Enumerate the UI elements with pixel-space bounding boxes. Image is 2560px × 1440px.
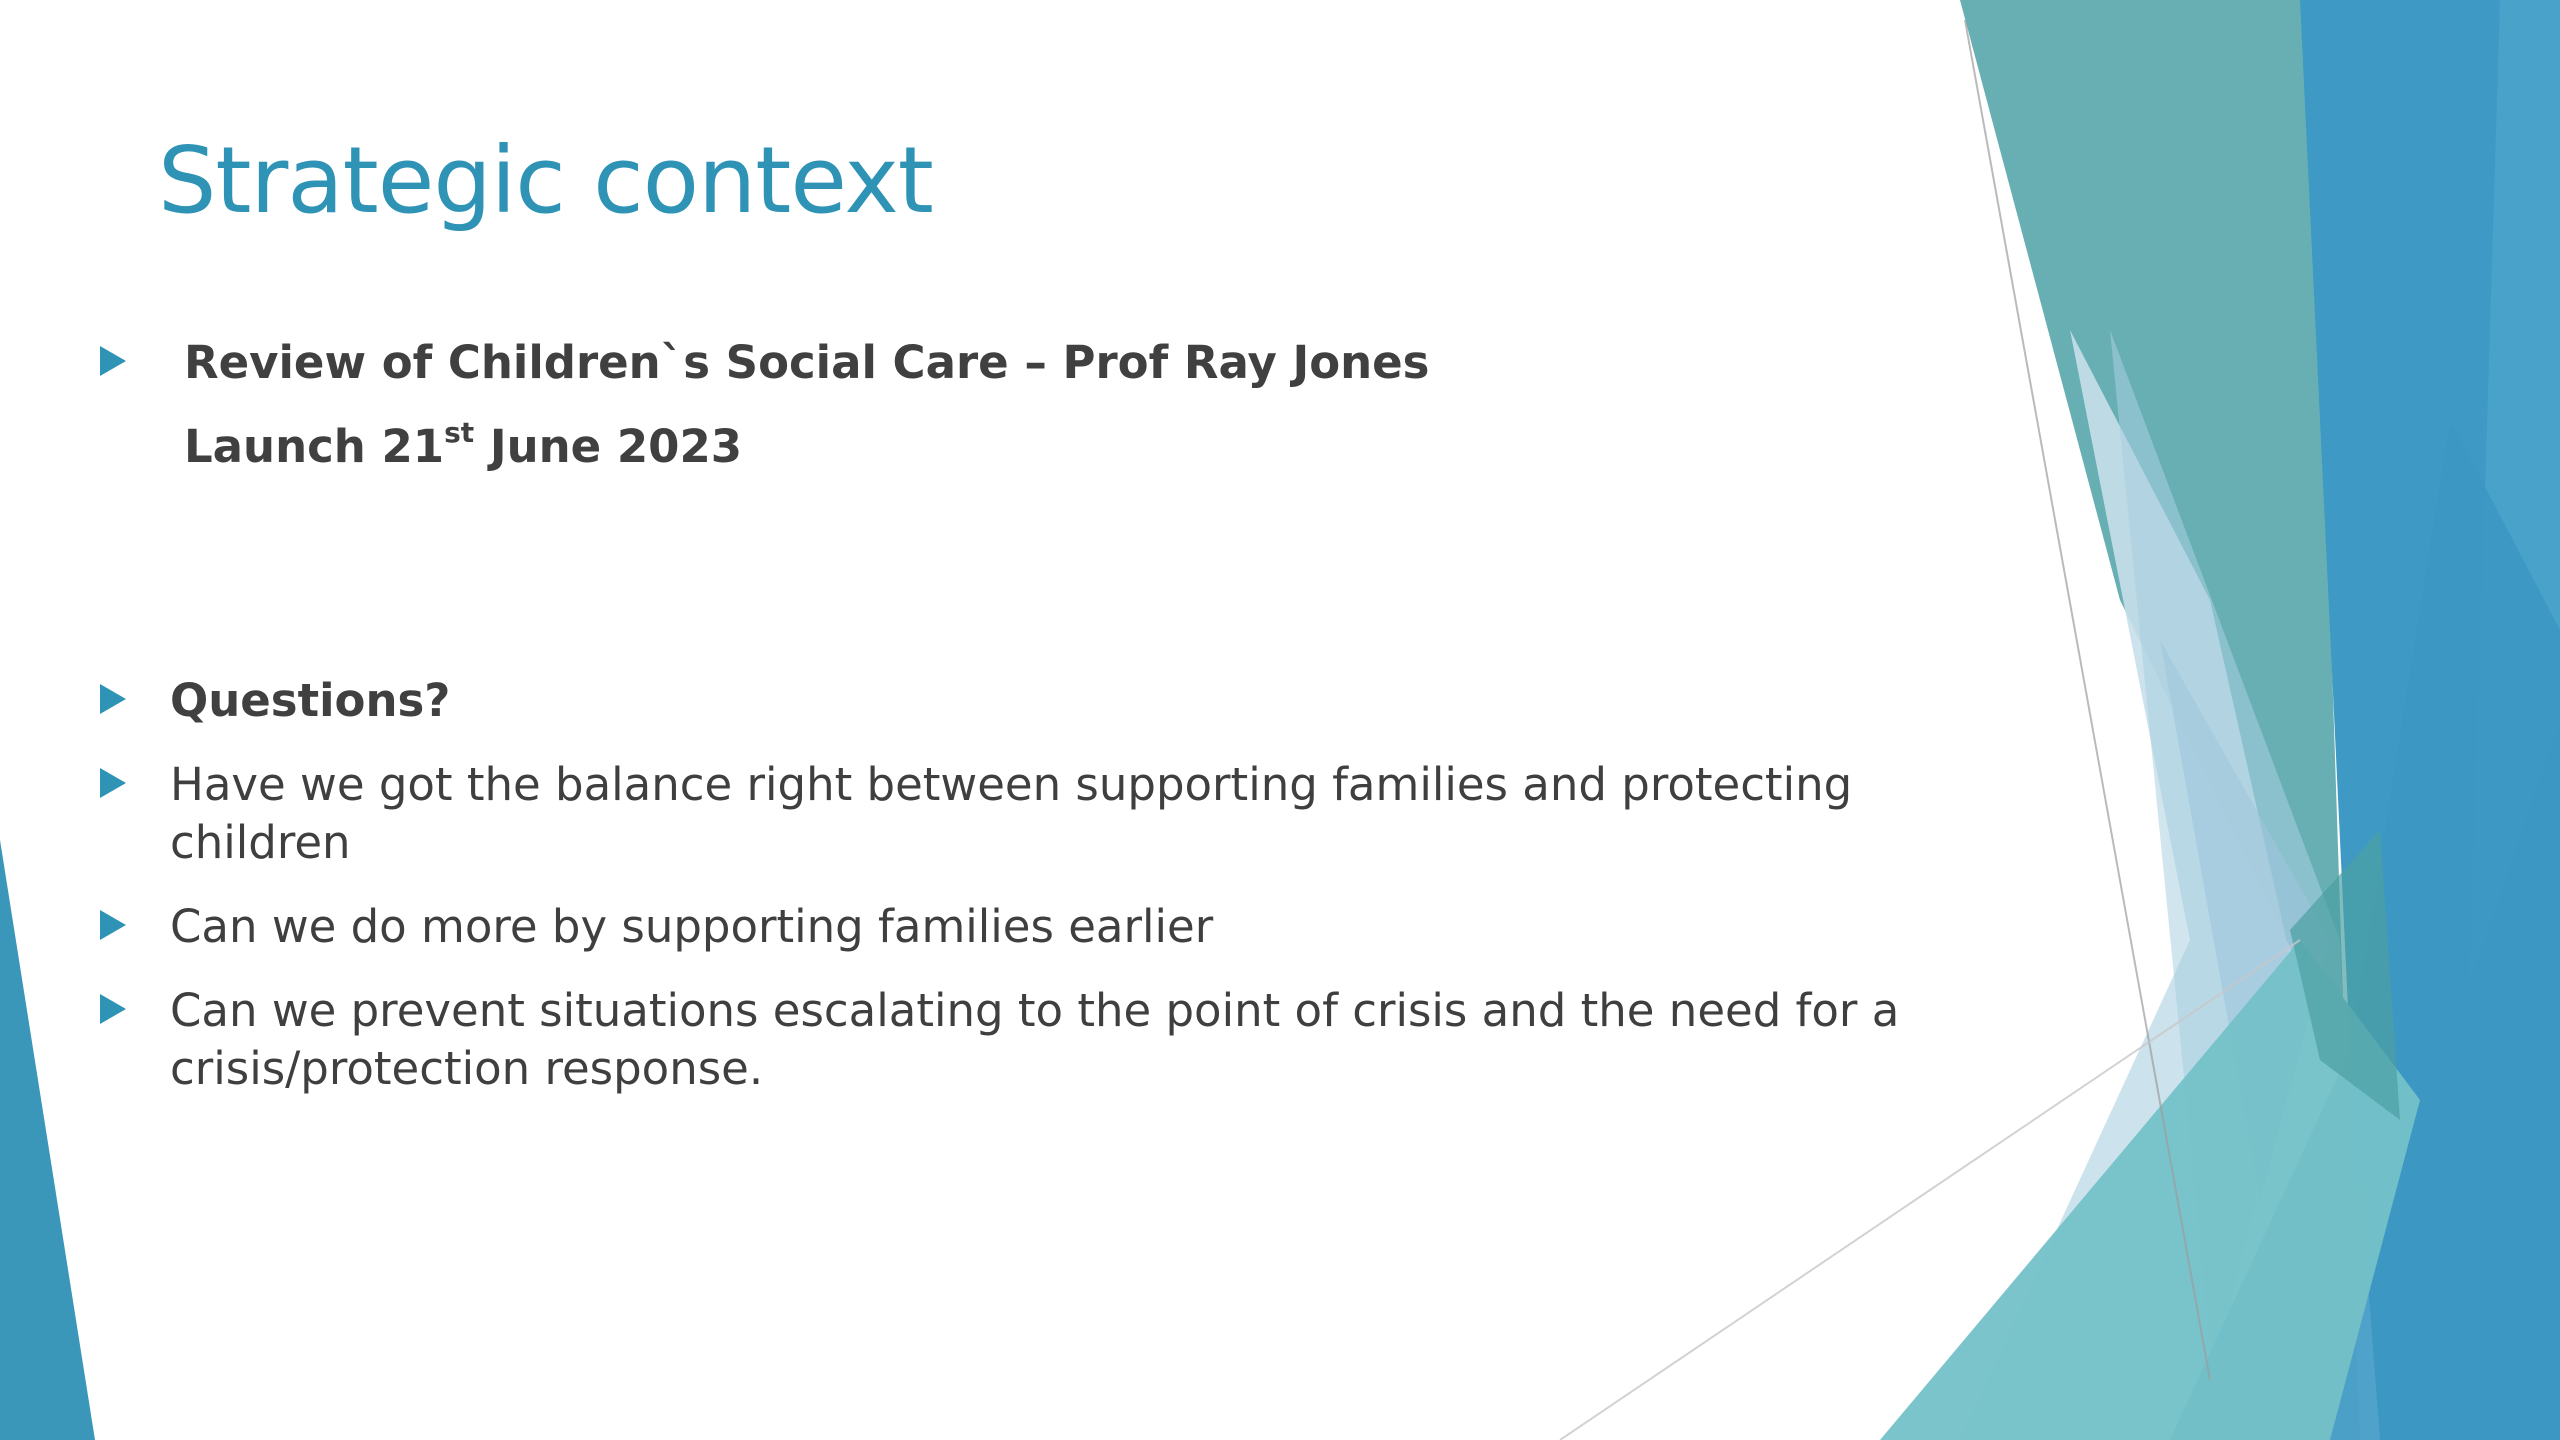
bullet-item-earlier (100, 898, 1213, 956)
triangle-right-icon (100, 994, 126, 1024)
bullet-text: Have we got the balance right between supporting families and protecting children (170, 758, 1853, 869)
review-text (184, 334, 1429, 476)
triangle-right-icon (100, 768, 126, 798)
launch-superscript: st (444, 416, 475, 449)
triangle-right-icon (100, 684, 126, 714)
review-line-2 (184, 418, 1429, 476)
launch-suffix: June 2023 (474, 420, 743, 473)
bullet-text: Can we prevent situations escalating to the point of crisis and the need for a crisis/protection response. (170, 984, 1900, 1095)
bullet-item-balance (100, 756, 1880, 872)
slide-title: Strategic context (158, 127, 933, 234)
triangle-right-icon (100, 346, 126, 376)
bullet-text: Can we do more by supporting families earlier (170, 900, 1214, 953)
launch-prefix: Launch 21 (184, 420, 445, 473)
bullet-review (100, 334, 1429, 476)
bullet-item-questions (100, 672, 450, 730)
bullet-text: Questions? (170, 674, 451, 727)
triangle-right-icon (100, 910, 126, 940)
decor-panel-left-bottom (0, 840, 95, 1440)
bullet-item-prevent (100, 982, 1920, 1098)
review-line-1: Review of Children`s Social Care – Prof Ray Jones (184, 336, 1430, 389)
